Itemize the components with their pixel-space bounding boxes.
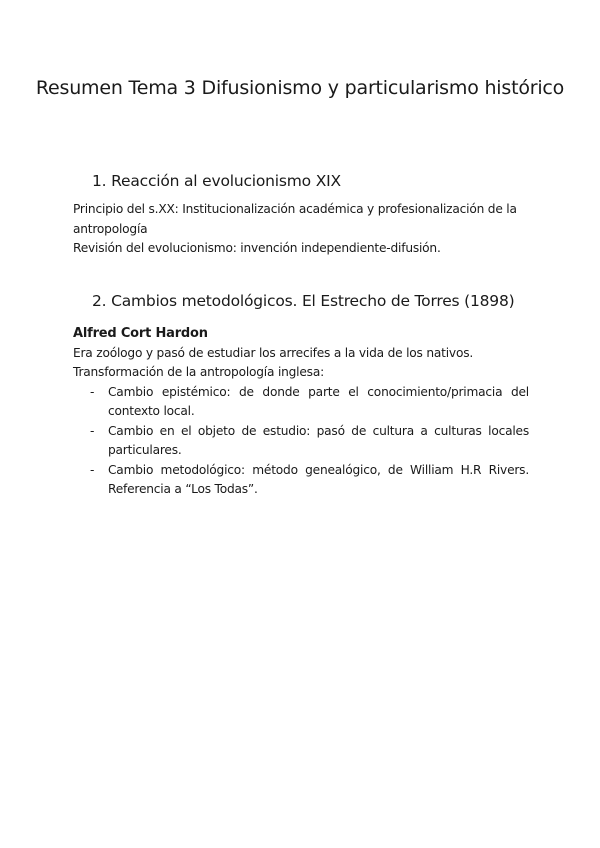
document-title: Resumen Tema 3 Difusionismo y particularismo histórico bbox=[35, 77, 565, 99]
bullet-list bbox=[73, 383, 529, 500]
paragraph: Principio del s.XX: Institucionalización académica y profesionalización de la antropología bbox=[73, 202, 517, 236]
list-item bbox=[73, 461, 529, 500]
paragraph: Revisión del evolucionismo: invención independiente-difusión. bbox=[73, 241, 441, 255]
list-item-text: Cambio en el objeto de estudio: pasó de cultura a culturas locales particulares. bbox=[108, 423, 529, 457]
list-item bbox=[73, 422, 529, 461]
bullet-marker: - bbox=[90, 384, 95, 399]
section-2-body bbox=[73, 324, 529, 500]
list-item bbox=[73, 383, 529, 422]
section-2-heading: 2. Cambios metodológicos. El Estrecho de Torres (1898) bbox=[92, 292, 515, 310]
paragraph: Era zoólogo y pasó de estudiar los arrecifes a la vida de los nativos. bbox=[73, 345, 474, 360]
section-1-heading: 1. Reacción al evolucionismo XIX bbox=[92, 172, 341, 190]
list-item-text: Cambio metodológico: método genealógico, de William H.R Rivers. Referencia a “Los Todas”. bbox=[108, 462, 529, 496]
section-1-body bbox=[73, 200, 529, 259]
bullet-marker: - bbox=[90, 462, 95, 477]
paragraph: Transformación de la antropología inglesa: bbox=[73, 365, 324, 379]
subheading: Alfred Cort Hardon bbox=[73, 326, 208, 341]
list-item-text: Cambio epistémico: de donde parte el conocimiento/primacia del contexto local. bbox=[108, 384, 529, 418]
bullet-marker: - bbox=[90, 423, 95, 438]
